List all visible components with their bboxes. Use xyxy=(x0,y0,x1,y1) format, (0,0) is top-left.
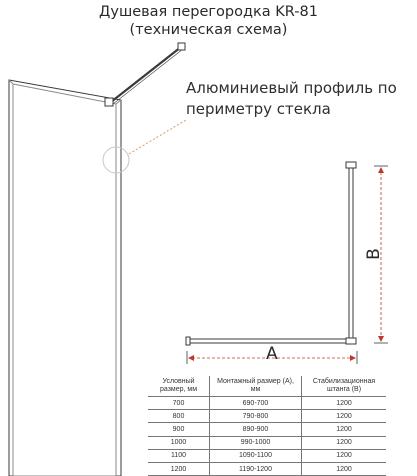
glass-panel xyxy=(9,80,121,476)
table-row xyxy=(148,462,386,475)
table-row xyxy=(148,410,386,423)
cell-nominal: 900 xyxy=(148,423,210,436)
table-row xyxy=(148,423,386,436)
cell-nominal: 1000 xyxy=(148,436,210,449)
cell-mounting: 890-900 xyxy=(210,423,302,436)
cell-nominal: 700 xyxy=(148,397,210,410)
cell-mounting: 1090-1100 xyxy=(210,449,302,462)
size-table xyxy=(148,376,386,476)
profile-callout xyxy=(103,120,186,173)
diagram-subtitle: (техническая схема) xyxy=(129,22,288,38)
dimension-a-label: A xyxy=(266,344,278,364)
profile-annotation-line2: периметру стекла xyxy=(186,100,331,118)
header-mounting-size: Монтажный размер (A), мм xyxy=(210,376,302,397)
plan-view xyxy=(186,162,356,345)
dimension-b-label: B xyxy=(363,248,384,260)
cell-bar: 1200 xyxy=(302,410,387,423)
cell-nominal: 800 xyxy=(148,410,210,423)
cell-nominal: 1100 xyxy=(148,449,210,462)
header-nominal-size: Условный размер, мм xyxy=(148,376,210,397)
cell-mounting: 790-800 xyxy=(210,410,302,423)
cell-mounting: 690-700 xyxy=(210,397,302,410)
cell-bar: 1200 xyxy=(302,423,387,436)
table-row xyxy=(148,449,386,462)
cell-mounting: 1190-1200 xyxy=(210,462,302,475)
cell-nominal: 1200 xyxy=(148,462,210,475)
cell-bar: 1200 xyxy=(302,462,387,475)
stabilizing-bar xyxy=(105,43,185,106)
diagram-title: Душевая перегородка KR-81 xyxy=(99,4,318,20)
table-row xyxy=(148,436,386,449)
cell-bar: 1200 xyxy=(302,397,387,410)
cell-bar: 1200 xyxy=(302,449,387,462)
table-row xyxy=(148,397,386,410)
cell-bar: 1200 xyxy=(302,436,387,449)
header-stabilizing-bar: Стабилизационная штанга (B) xyxy=(302,376,387,397)
profile-annotation-line1: Алюминиевый профиль по xyxy=(186,79,397,97)
cell-mounting: 990-1000 xyxy=(210,436,302,449)
table-header-row xyxy=(148,376,386,397)
